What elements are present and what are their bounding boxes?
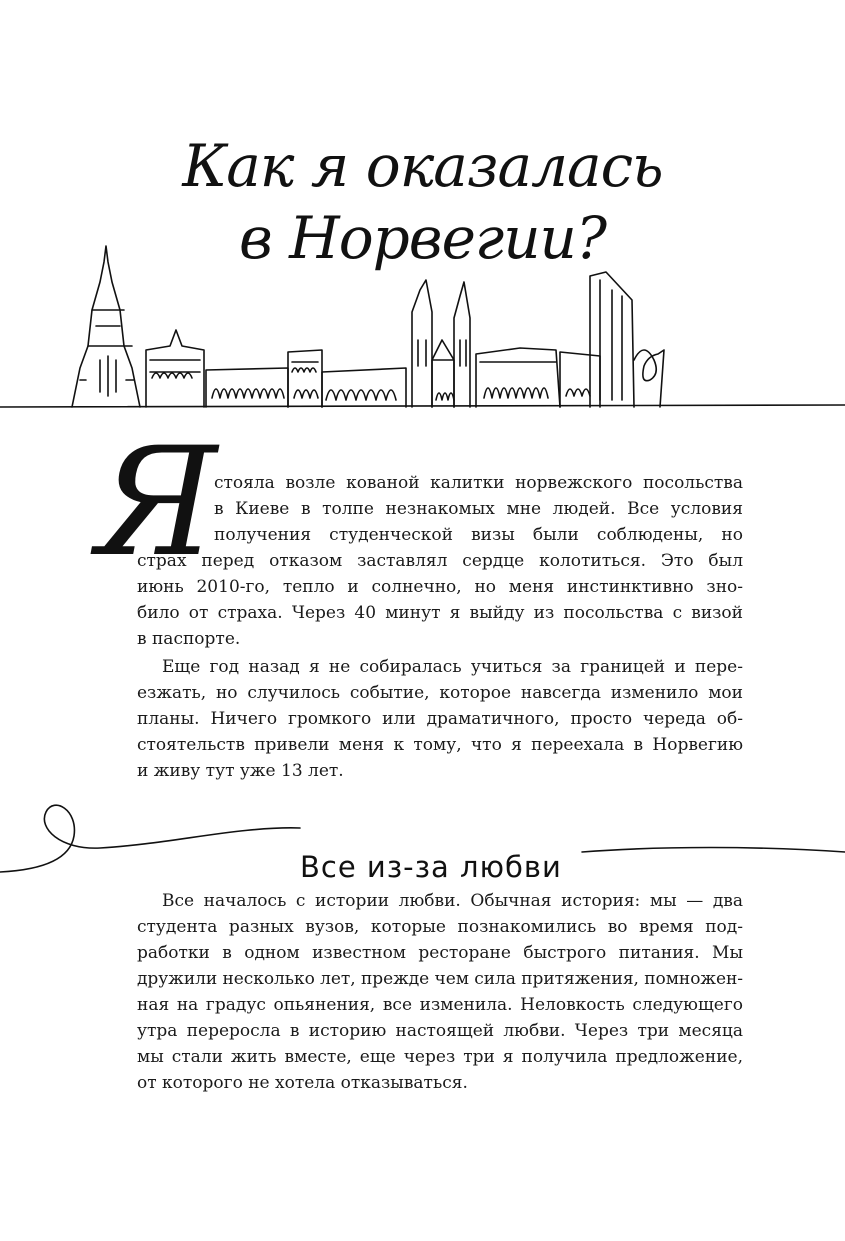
intro-line: планы. Ничего громкого или драматичного, просто череда об- — [137, 709, 743, 729]
intro-line: стоятельств привели меня к тому, что я переехала в Норвегию — [137, 735, 743, 755]
intro-line: било от страха. Через 40 минут я выйду из посольства с визой — [137, 603, 743, 623]
intro-line: езжать, но случилось событие, которое навсегда изменило мои — [137, 683, 743, 703]
section-line: дружили несколько лет, прежде чем сила притяжения, помножен- — [137, 969, 743, 989]
intro-line: стояла возле кованой калитки норвежского посольства — [214, 473, 743, 493]
intro-line: июнь 2010-го, тепло и солнечно, но меня инстинктивно зно- — [137, 577, 743, 597]
section-line: ная на градус опьянения, все изменила. Неловкость следующего — [137, 995, 743, 1015]
section-line: студента разных вузов, которые познакомились во время под- — [137, 917, 743, 937]
section-line: утра переросла в историю настоящей любви. Через три месяца — [137, 1021, 743, 1041]
intro-line: в Киеве в толпе незнакомых мне людей. Все условия — [214, 499, 743, 519]
intro-line: получения студенческой визы были соблюдены, но — [214, 525, 743, 545]
page-title-line-2: в Норвегии? — [238, 203, 607, 272]
section-line: от которого не хотела отказываться. — [137, 1073, 468, 1093]
section-line: мы стали жить вместе, еще через три я получила предложение, — [137, 1047, 743, 1067]
intro-line: и живу тут уже 13 лет. — [137, 761, 344, 781]
intro-line: страх перед отказом заставлял сердце колотиться. Это был — [137, 551, 743, 571]
page-title-line-1: Как я оказалась — [182, 131, 663, 200]
intro-line: в паспорте. — [137, 629, 241, 649]
section-heading: Все из-за любви — [300, 850, 562, 885]
section-line: работки в одном известном ресторане быстрого питания. Мы — [137, 943, 743, 963]
intro-line: Еще год назад я не собиралась учиться за границей и пере- — [162, 657, 743, 677]
drop-cap: Я — [96, 416, 218, 590]
section-line: Все началось с истории любви. Обычная история: мы — два — [162, 891, 743, 911]
